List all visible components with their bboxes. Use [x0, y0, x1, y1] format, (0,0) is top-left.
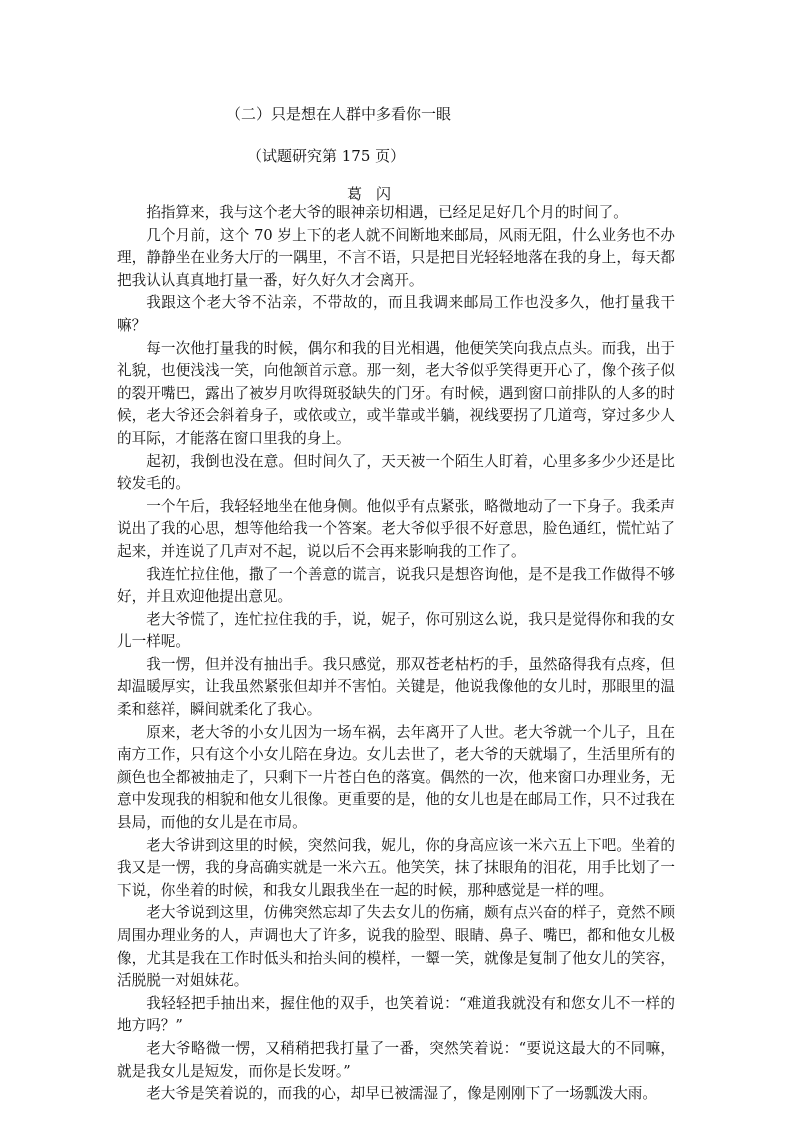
- paragraph-12: 老大爷说到这里，仿佛突然忘却了失去女儿的伤痛，颇有点兴奋的样子，竟然不顾周围办理业务的人，声调也大了许多，说我的脸型、眼睛、鼻子、嘴巴，都和他女儿极像，尤其是我在工作时低头和抬头间的模样，一颦一笑，就像是复制了他女儿的笑容，活脱脱一对姐妹花。: [117, 904, 675, 990]
- article-body: [117, 202, 675, 1106]
- paragraph-9: 我一愣，但并没有抽出手。我只感觉，那双苍老枯朽的手，虽然硌得我有点疼，但却温暖厚实，让我虽然紧张但却并不害怕。关键是，他说我像他的女儿时，那眼里的温柔和慈祥，瞬间就柔化了我心。: [117, 655, 675, 719]
- paragraph-14: 老大爷略微一愣，又稍稍把我打量了一番，突然笑着说：“要说这最大的不同嘛，就是我女儿是短发，而你是长发呀。”: [117, 1039, 675, 1080]
- paragraph-2: 几个月前，这个 70 岁上下的老人就不间断地来邮局，风雨无阻，什么业务也不办理，静静坐在业务大厅的一隅里，不言不语，只是把目光轻轻地落在我的身上，每天都把我认认真真地打量一番，好久好久才会离开。: [117, 226, 675, 289]
- paragraph-3: 我跟这个老大爷不沾亲，不带故的，而且我调来邮局工作也没多久，他打量我干嘛？: [117, 294, 675, 334]
- paragraph-4: 每一次他打量我的时候，偶尔和我的目光相遇，他便笑笑向我点点头。而我，出于礼貌，也便浅浅一笑，向他颔首示意。那一刻，老大爷似乎笑得更开心了，像个孩子似的裂开嘴巴，露出了被岁月吹得斑驳缺失的门牙。有时候，遇到窗口前排队的人多的时候，老大爷还会斜着身子，或依或立，或半靠或半躺，视线要拐了几道弯，穿过多少人的耳际，才能落在窗口里我的身上。: [117, 339, 675, 447]
- paragraph-5: 起初，我倒也没在意。但时间久了，天天被一个陌生人盯着，心里多多少少还是比较发毛的。: [117, 452, 675, 493]
- section-title: （二）只是想在人群中多看你一眼: [226, 105, 452, 123]
- paragraph-13: 我轻轻把手抽出来，握住他的双手，也笑着说：“难道我就没有和您女儿不一样的地方吗？”: [117, 994, 675, 1035]
- author-name: 葛闪: [347, 185, 406, 203]
- paragraph-7: 我连忙拉住他，撒了一个善意的谎言，说我只是想咨询他，是不是我工作做得不够好，并且欢迎他提出意见。: [117, 565, 675, 606]
- paragraph-6: 一个午后，我轻轻地坐在他身侧。他似乎有点紧张，略微地动了一下身子。我柔声说出了我的心思，想等他给我一个答案。老大爷似乎很不好意思，脸色通红，慌忙站了起来，并连说了几声对不起，说以后不会再来影响我的工作了。: [117, 497, 675, 560]
- paragraph-11: 老大爷讲到这里的时候，突然问我，妮儿，你的身高应该一米六五上下吧。坐着的我又是一愣，我的身高确实就是一米六五。他笑笑，抹了抹眼角的泪花，用手比划了一下说，你坐着的时候，和我女儿跟我坐在一起的时候，那种感觉是一样的哩。: [117, 836, 675, 899]
- paragraph-1: 掐指算来，我与这个老大爷的眼神亲切相遇，已经足足好几个月的时间了。: [146, 204, 628, 221]
- paragraph-8: 老大爷慌了，连忙拉住我的手，说，妮子，你可别这么说，我只是觉得你和我的女儿一样呢。: [117, 610, 675, 651]
- paragraph-15: 老大爷是笑着说的，而我的心，却早已被濡湿了，像是刚刚下了一场瓢泼大雨。: [146, 1085, 657, 1103]
- source-note: （试题研究第 175 页）: [247, 147, 406, 165]
- paragraph-10: 原来，老大爷的小女儿因为一场车祸，去年离开了人世。老大爷就一个儿子，且在南方工作，只有这个小女儿陪在身边。女儿去世了，老大爷的天就塌了，生活里所有的颜色也全都被抽走了，只剩下一片苍白色的落寞。偶然的一次，他来窗口办理业务，无意中发现我的相貌和他女儿很像。更重要的是，他的女儿也是在邮局工作，只不过我在县局，而他的女儿是在市局。: [117, 723, 675, 832]
